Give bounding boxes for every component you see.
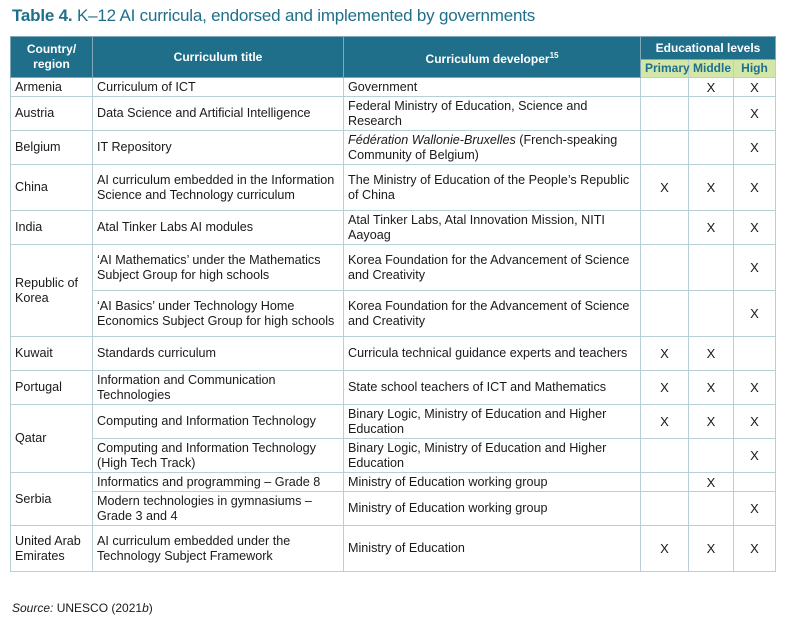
middle-cell [689,439,734,473]
table-row [11,131,776,165]
header-curriculum-developer [344,37,641,78]
developer-cell: Ministry of Education working group [344,473,641,492]
developer-cell: Binary Logic, Ministry of Education and Higher Education [344,405,641,439]
table-title-text: K–12 AI curricula, endorsed and implemented by governments [76,6,536,25]
source-label: Source: [12,601,54,615]
developer-cell: Korea Foundation for the Advancement of Science and Creativity [344,291,641,337]
middle-cell: X [689,337,734,371]
high-cell: X [734,291,776,337]
header-high: High [734,60,776,78]
table-row [11,245,776,291]
country-cell: India [11,211,93,245]
table-row [11,78,776,97]
high-cell: X [734,439,776,473]
high-cell [734,473,776,492]
country-cell: Qatar [11,405,93,473]
middle-cell [689,245,734,291]
table-row [11,165,776,211]
curriculum-title-cell: Information and Communication Technologies [93,371,344,405]
high-cell [734,337,776,371]
curriculum-title-cell: ‘AI Basics’ under Technology Home Economics Subject Group for high schools [93,291,344,337]
table-row [11,291,776,337]
high-cell: X [734,165,776,211]
curriculum-title-cell: IT Repository [93,131,344,165]
country-cell: Kuwait [11,337,93,371]
high-cell: X [734,526,776,572]
developer-cell: Curricula technical guidance experts and teachers [344,337,641,371]
header-developer-text: Curriculum developer [425,51,550,66]
table-row [11,439,776,473]
middle-cell [689,492,734,526]
header-country: Country/ region [11,37,93,78]
country-cell: Belgium [11,131,93,165]
high-cell: X [734,371,776,405]
primary-cell: X [641,526,689,572]
high-cell: X [734,405,776,439]
curriculum-title-cell: Standards curriculum [93,337,344,371]
developer-cell: Binary Logic, Ministry of Education and Higher Education [344,439,641,473]
developer-cell: Ministry of Education working group [344,492,641,526]
middle-cell [689,131,734,165]
middle-cell: X [689,371,734,405]
developer-cell [344,131,641,165]
source-note [12,601,153,615]
primary-cell [641,78,689,97]
developer-cell: The Ministry of Education of the People’s Republic of China [344,165,641,211]
table-title [12,6,535,26]
middle-cell [689,97,734,131]
primary-cell [641,492,689,526]
middle-cell: X [689,211,734,245]
country-cell: Austria [11,97,93,131]
primary-cell [641,97,689,131]
primary-cell: X [641,371,689,405]
table-row [11,211,776,245]
high-cell: X [734,131,776,165]
table-row [11,473,776,492]
primary-cell [641,291,689,337]
country-cell: United Arab Emirates [11,526,93,572]
curriculum-title-cell: Modern technologies in gymnasiums – Grade 3 and 4 [93,492,344,526]
country-cell: Portugal [11,371,93,405]
primary-cell: X [641,405,689,439]
high-cell: X [734,492,776,526]
header-curriculum-title: Curriculum title [93,37,344,78]
header-primary: Primary [641,60,689,78]
high-cell: X [734,211,776,245]
table-row [11,337,776,371]
high-cell: X [734,97,776,131]
curriculum-title-cell: ‘AI Mathematics’ under the Mathematics Subject Group for high schools [93,245,344,291]
curriculum-title-cell: AI curriculum embedded in the Information Science and Technology curriculum [93,165,344,211]
curriculum-title-cell: AI curriculum embedded under the Technology Subject Framework [93,526,344,572]
primary-cell [641,439,689,473]
developer-cell: Korea Foundation for the Advancement of Science and Creativity [344,245,641,291]
table-row [11,526,776,572]
primary-cell: X [641,165,689,211]
curriculum-title-cell: Data Science and Artificial Intelligence [93,97,344,131]
source-suffix: b [142,601,149,615]
primary-cell: X [641,337,689,371]
middle-cell: X [689,473,734,492]
middle-cell: X [689,78,734,97]
footnote-marker: 15 [549,50,559,60]
header-educational-levels: Educational levels [641,37,776,60]
curriculum-title-cell: Computing and Information Technology [93,405,344,439]
source-close: ) [148,601,153,615]
middle-cell: X [689,526,734,572]
table-number: Table 4. [12,6,73,25]
primary-cell [641,245,689,291]
curriculum-title-cell: Informatics and programming – Grade 8 [93,473,344,492]
country-cell: Republic of Korea [11,245,93,337]
middle-cell: X [689,165,734,211]
country-cell: China [11,165,93,211]
primary-cell [641,131,689,165]
middle-cell: X [689,405,734,439]
curriculum-title-cell: Computing and Information Technology (High Tech Track) [93,439,344,473]
primary-cell [641,211,689,245]
developer-cell: Atal Tinker Labs, Atal Innovation Mission, NITI Aayoag [344,211,641,245]
curriculum-title-cell: Curriculum of ICT [93,78,344,97]
country-cell: Serbia [11,473,93,526]
primary-cell [641,473,689,492]
source-text: UNESCO (2021 [53,601,143,615]
table-row [11,405,776,439]
developer-cell: Federal Ministry of Education, Science and Research [344,97,641,131]
table-row [11,492,776,526]
high-cell: X [734,245,776,291]
country-cell: Armenia [11,78,93,97]
middle-cell [689,291,734,337]
header-middle: Middle [689,60,734,78]
developer-cell: State school teachers of ICT and Mathematics [344,371,641,405]
developer-text: (French-speaking Community of Belgium) [348,132,618,162]
developer-italic-text: Fédération Wallonie-Bruxelles [348,132,516,147]
table-row [11,97,776,131]
table-row [11,371,776,405]
developer-cell: Government [344,78,641,97]
curricula-table [10,36,776,572]
curriculum-title-cell: Atal Tinker Labs AI modules [93,211,344,245]
developer-cell: Ministry of Education [344,526,641,572]
high-cell: X [734,78,776,97]
